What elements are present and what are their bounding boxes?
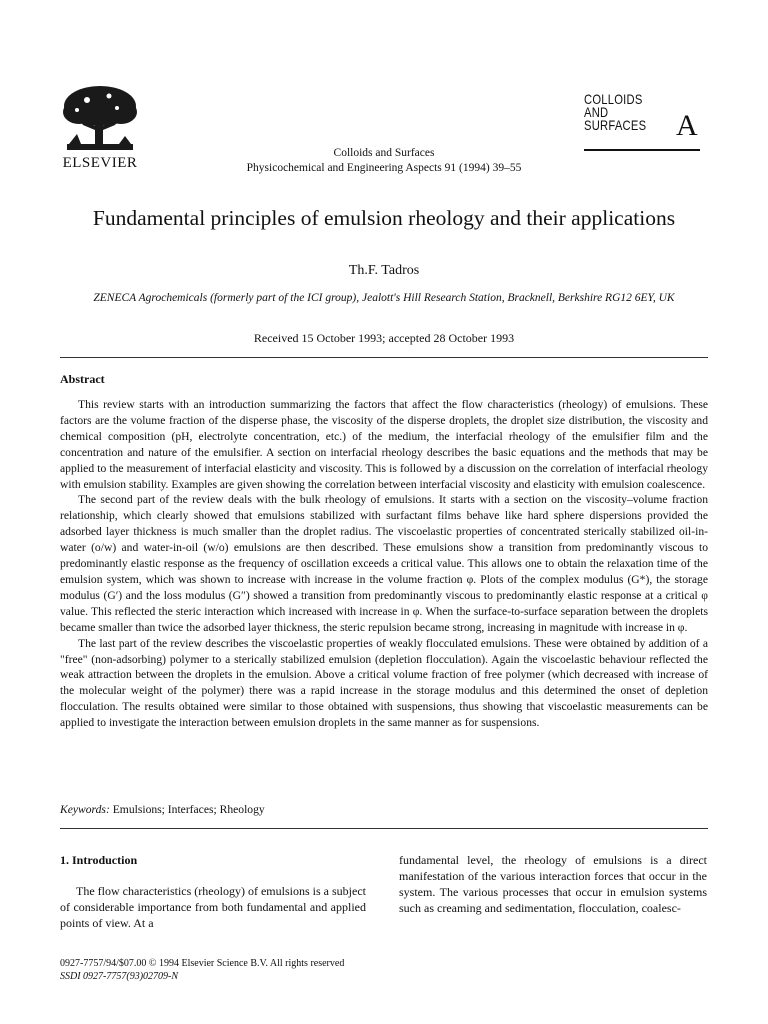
top-divider (60, 357, 708, 358)
received-dates: Received 15 October 1993; accepted 28 October 1993 (253, 331, 515, 345)
body-paragraph-right: fundamental level, the rheology of emulsions is a direct manifestation of the various interaction forces that occur in the system. The various processes that occur in emulsion systems such as creaming and sedimentation, flocculation, coalesc- (399, 853, 707, 915)
abstract-paragraph-3: The last part of the review describes the viscoelastic properties of weakly flocculated emulsions. These were obtained by addition of a "free" (non-adsorbing) polymer to a sterically stabilized emulsion (depletion flocculation). Again the viscoelastic behaviour reflected the weak attraction between the droplets in the emulsion. Above a critical volume fraction of free polymer (which decreased with increase of the molecular weight of the polymer) there was a rapid increase in the storage modulus and this determined the onset of depletion flocculation. The results obtained were similar to those obtained with suspensions, thus showing that viscoelastic measurements can be applied to investigate the interaction between emulsion droplets in the same manner as for suspensions. (60, 636, 708, 730)
journal-name: Colloids and Surfaces (333, 147, 435, 159)
ssdi-line: SSDI 0927-7757(93)02709-N (60, 971, 179, 982)
brand-line-2: AND (584, 104, 609, 120)
article-author: Th.F. Tadros (348, 263, 420, 278)
brand-letter: A (676, 109, 698, 142)
keywords (60, 803, 265, 816)
abstract-heading: Abstract (60, 372, 105, 386)
elsevier-tree-icon (57, 82, 143, 154)
journal-citation (200, 146, 568, 176)
body-paragraph-left: The flow characteristics (rheology) of emulsions is a subject of considerable importance from both fundamental and applied points of view. At a (60, 884, 366, 930)
author-affiliation: ZENECA Agrochemicals (formerly part of the ICI group), Jealott's Hill Research Station, Bracknell, Berkshire RG12 6EY, UK (93, 292, 675, 304)
body-column-right (399, 852, 707, 916)
brand-words (584, 93, 646, 132)
elsevier-logo (50, 82, 150, 172)
article-title: Fundamental principles of emulsion rheology and their applications (92, 206, 676, 230)
abstract-paragraph-2: The second part of the review deals with the bulk rheology of emulsions. It starts with a section on the viscosity–volume fraction relationship, which clearly showed that emulsions stabilized with surfactant films behave like hard sphere dispersions provided the adsorbed layer thickness is much smaller than the droplet radius. The viscoelastic properties of concentrated sterically stabilized oil-in-water (o/w) and water-in-oil (w/o) emulsions are then described. These emulsions show a transition from predominantly viscous to predominantly elastic response as the frequency of oscillation exceeds a critical value. This allows one to obtain the relaxation time of the emulsion system, which was shown to increase with increase in the volume fraction φ. Plots of the complex modulus (G*), the storage modulus (G′) and the loss modulus (G″) showed a transition from predominantly viscous to predominantly elastic response at a critical φ value. This reflected the steric interaction which increased with increase in φ. When the surface-to-surface separation between the droplets became smaller than twice the adsorbed layer thickness, the steric repulsion became strong, increasing in magnitude with increase in φ. (60, 493, 708, 634)
abstract-paragraph-1: This review starts with an introduction summarizing the factors that affect the flow characteristics (rheology) of emulsions. These factors are the volume fraction of the disperse phase, the viscosity of the disperse droplets, the droplet size distribution, the viscosity and chemical composition (pH, electrolyte concentration, etc.) of the medium, the interfacial rheology of the emulsifier film and the concentration and nature of the emulsifier. A section on interfacial rheology describes the basic equations and the methods that may be applied to the measurement of interfacial elasticity and viscosity. This is followed by a discussion on the correlation of interfacial rheology with emulsion stability. Examples are given showing the correlation between interfacial viscosity and elasticity with emulsion coalescence. (60, 398, 708, 491)
keywords-list: Emulsions; Interfaces; Rheology (112, 803, 265, 816)
body-column-left (60, 852, 366, 931)
publisher-name: ELSEVIER (62, 155, 138, 171)
section-heading: 1. Introduction (60, 853, 138, 867)
journal-brand (584, 93, 700, 155)
copyright-footer (60, 957, 344, 983)
abstract-body (60, 397, 708, 731)
brand-rule (584, 149, 700, 151)
brand-line-1: COLLOIDS (584, 91, 643, 107)
copyright-line: 0927-7757/94/$07.00 © 1994 Elsevier Science B.V. All rights reserved (60, 958, 345, 969)
brand-line-3: SURFACES (584, 117, 647, 133)
bottom-divider (60, 828, 708, 829)
keywords-label: Keywords: (60, 803, 110, 816)
journal-volume: Physicochemical and Engineering Aspects 91 (1994) 39–55 (246, 162, 522, 174)
